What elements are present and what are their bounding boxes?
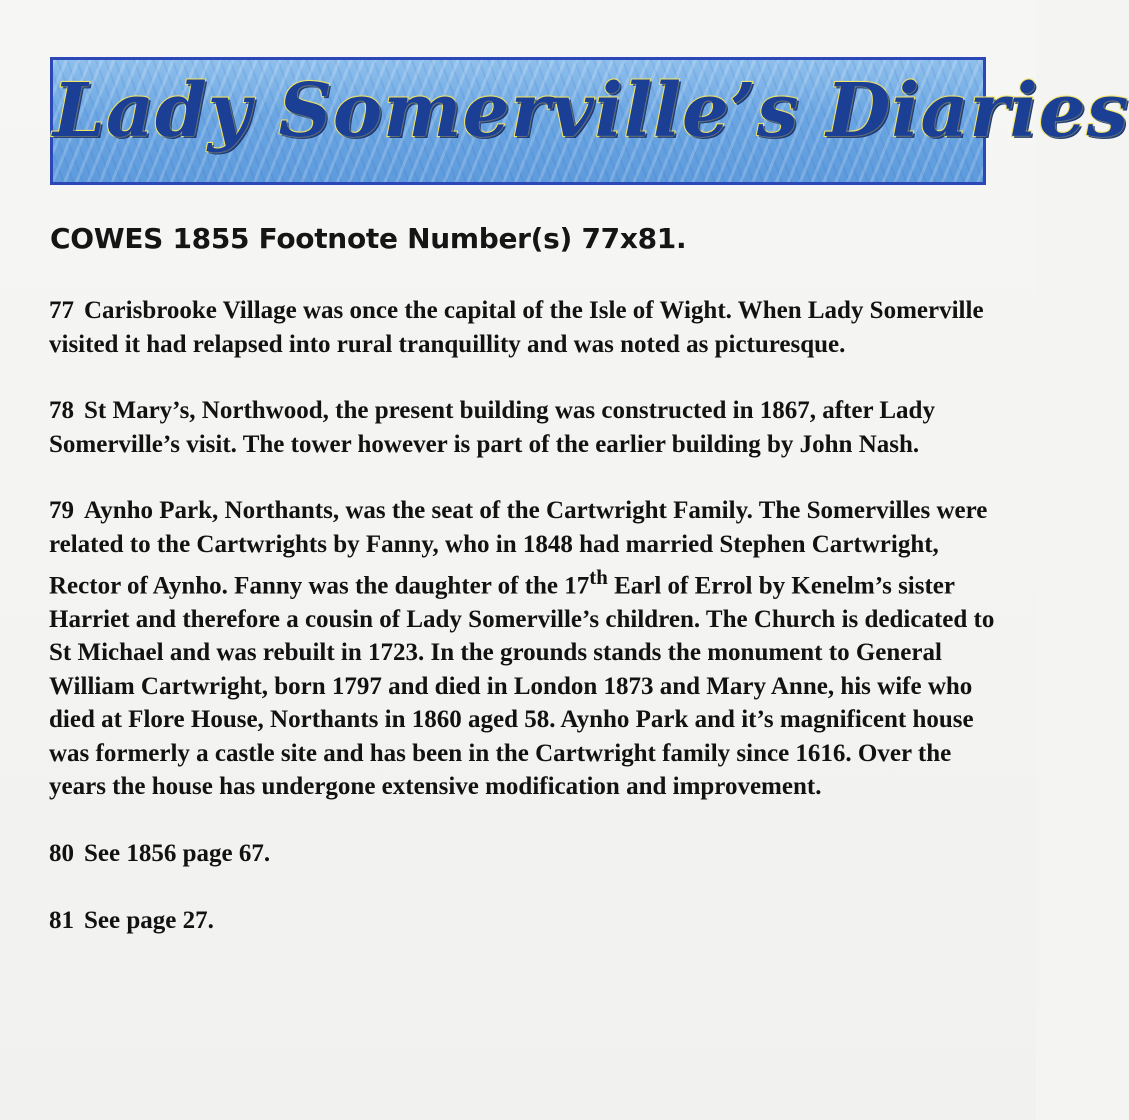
footnote-number: 79 — [49, 497, 74, 524]
footnote-number: 81 — [49, 907, 74, 935]
footnote-text: See page 27. — [84, 907, 214, 935]
footnote-text-part-1: Aynho Park, Northants, was the seat of the Cartwright Family. The Somervilles were related to the Cartwrights by Fanny, who in 1848 had married Stephen Cartwright, Rector of Aynho. Fanny was the daughter of the 17 — [49, 497, 988, 600]
footnote-80 — [49, 837, 999, 871]
footnote-77 — [49, 294, 999, 361]
footnote-text: St Mary’s, Northwood, the present building was constructed in 1867, after Lady Somerville’s visit. The tower however is part of the earlier building by John Nash. — [49, 397, 935, 458]
footnotes-list — [49, 294, 999, 971]
footnote-number: 77 — [49, 297, 74, 324]
banner-title: Lady Somerville’s Diaries — [53, 68, 1129, 154]
ordinal-suffix: th — [589, 565, 608, 589]
footnote-78 — [49, 394, 999, 461]
title-banner — [50, 57, 1129, 185]
footnote-text-part-2: Earl of Errol by Kenelm’s sister Harriet and therefore a cousin of Lady Somerville’s children. The Church is dedicated to St Michael and was rebuilt in 1723. In the grounds stands the monument to General William Cartwright, born 1797 and died in London 1873 and Mary Anne, his wife who died at Flore House, Northants in 1860 aged 58. Aynho Park and it’s magnificent house was formerly a castle site and has been in the Cartwright family since 1616. Over the years the house has undergone extensive modification and improvement. — [49, 572, 995, 801]
footnote-text: Carisbrooke Village was once the capital of the Isle of Wight. When Lady Somerville visited it had relapsed into rural tranquillity and was noted as picturesque. — [49, 297, 984, 358]
footnote-79 — [49, 494, 999, 804]
footnote-number: 78 — [49, 397, 74, 424]
footnote-81 — [49, 904, 999, 938]
footnote-number: 80 — [49, 839, 74, 867]
page-heading: COWES 1855 Footnote Number(s) 77x81. — [50, 222, 687, 255]
footnote-text: See 1856 page 67. — [84, 839, 271, 867]
